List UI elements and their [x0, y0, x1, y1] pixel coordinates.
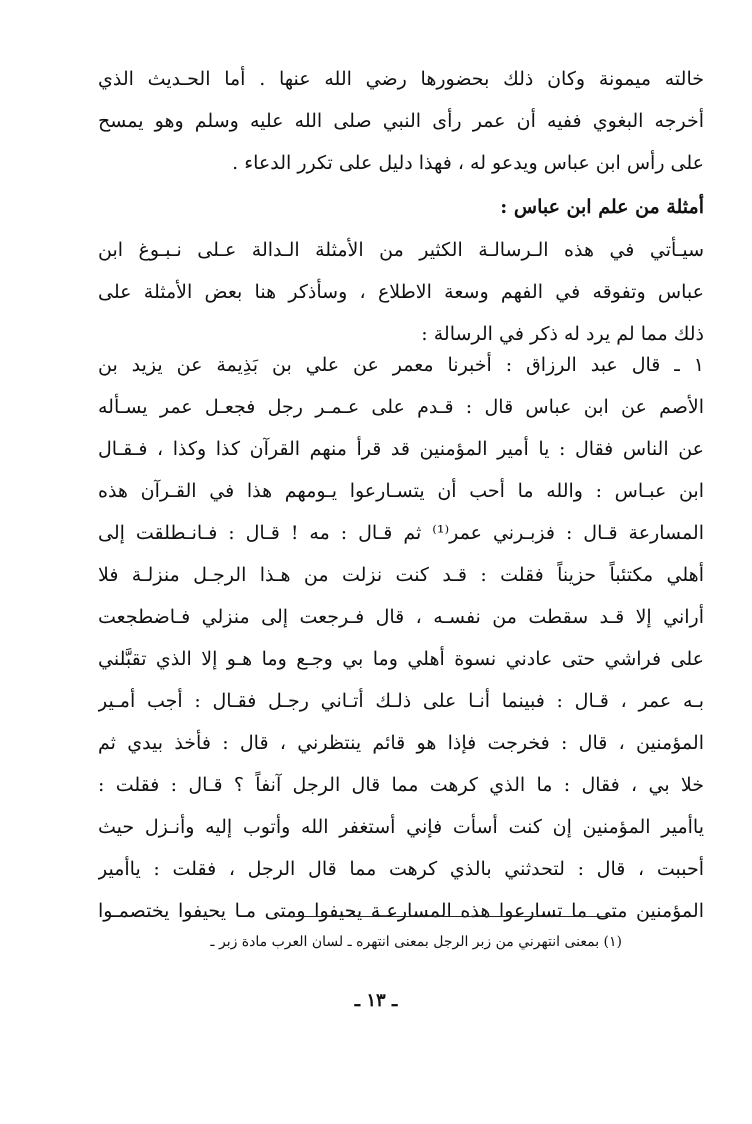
- section-heading: أمثلة من علم ابن عباس :: [500, 196, 704, 218]
- text-line: الأصم عن ابن عباس قال : قـدم على عـمـر رجل فجعـل عمر يسـأله: [98, 396, 704, 418]
- footnote: (١) بمعنى انتهرني من زبر الرجل بمعنى انتهره ـ لسان العرب مادة زبر ـ: [210, 934, 622, 950]
- text-line: ١ ـ قال عبد الرزاق : أخبرنا معمر عن علي بن بَذِيمة عن يزيد بن: [98, 354, 704, 376]
- narration-paragraph: [98, 344, 704, 932]
- text-line: أراني إلا قـد سقطت من نفسـه ، قال فـرجعت إلى منزلي فـاضطجعت: [98, 606, 704, 628]
- text-line: على فراشي حتى عادني نسوة أهلي وما بي وجـع وما هـو إلا الذي تقبَّلني: [98, 648, 704, 670]
- text-line: أخرجه البغوي ففيه أن عمر رأى النبي صلى الله عليه وسلم وهو يمسح: [98, 110, 704, 132]
- text-line: على رأس ابن عباس ويدعو له ، فهذا دليل على تكرر الدعاء .: [232, 152, 704, 174]
- text-line: المؤمنين متى ما تسارعوا هذه المسارعـة يحيفوا ومتى مـا يحيفوا يختصمـوا: [98, 900, 704, 922]
- text-line: خالته ميمونة وكان ذلك بحضورها رضي الله عنها . أما الحـديث الذي: [98, 68, 704, 90]
- text-line: بـه عمر ، قـال : فبينما أنـا على ذلـك أتـاني رجـل فقـال : أجب أمـير: [98, 690, 704, 712]
- text-line: أهلي مكتئباً حزيناً فقلت : قـد كنت نزلت من هـذا الرجـل منزلـة فلا: [98, 564, 704, 586]
- text-line: المؤمنين ، قال : فخرجت فإذا هو قائم ينتظرني ، قال : فأخذ بيدي ثم: [98, 732, 704, 754]
- section-heading-block: [98, 186, 704, 228]
- examples-paragraph: [98, 229, 704, 355]
- text-line: خلا بي ، فقال : ما الذي كرهت مما قال الرجل آنفاً ؟ قـال : فقلت :: [98, 774, 704, 796]
- text-line: ياأمير المؤمنين إن كنت أسأت فإني أستغفر الله وأتوب إليه وأنـزل حيث: [98, 816, 704, 838]
- text-line: عن الناس فقال : يا أمير المؤمنين قد قرأ منهم القرآن كذا وكذا ، فـقـال: [98, 438, 704, 460]
- footnote-separator: [288, 916, 621, 917]
- text-line: ابن عبـاس : والله ما أحب أن يتسـارعوا يـومهم هذا في القـرآن هذه: [98, 480, 704, 502]
- text-line: ذلك مما لم يرد له ذكر في الرسالة :: [421, 323, 704, 345]
- page-number: ـ ١٣ ـ: [354, 990, 398, 1011]
- text-line: عباس وتفوقه في الفهم وسعة الاطلاع ، وسأذكر هنا بعض الأمثلة على: [98, 281, 704, 303]
- text-line: أحببت ، قال : لتحدثني بالذي كرهت مما قال الرجل ، فقلت : ياأمير: [98, 858, 704, 880]
- text-line: المسارعة قـال : فزبـرني عمر⁽¹⁾ ثم قـال : مه ! قـال : فـانـطلقت إلى: [98, 522, 704, 544]
- text-line: سيـأتي في هذه الـرسالـة الكثير من الأمثلة الـدالة عـلى نـبـوغ ابن: [98, 239, 704, 261]
- intro-paragraph: [98, 58, 704, 184]
